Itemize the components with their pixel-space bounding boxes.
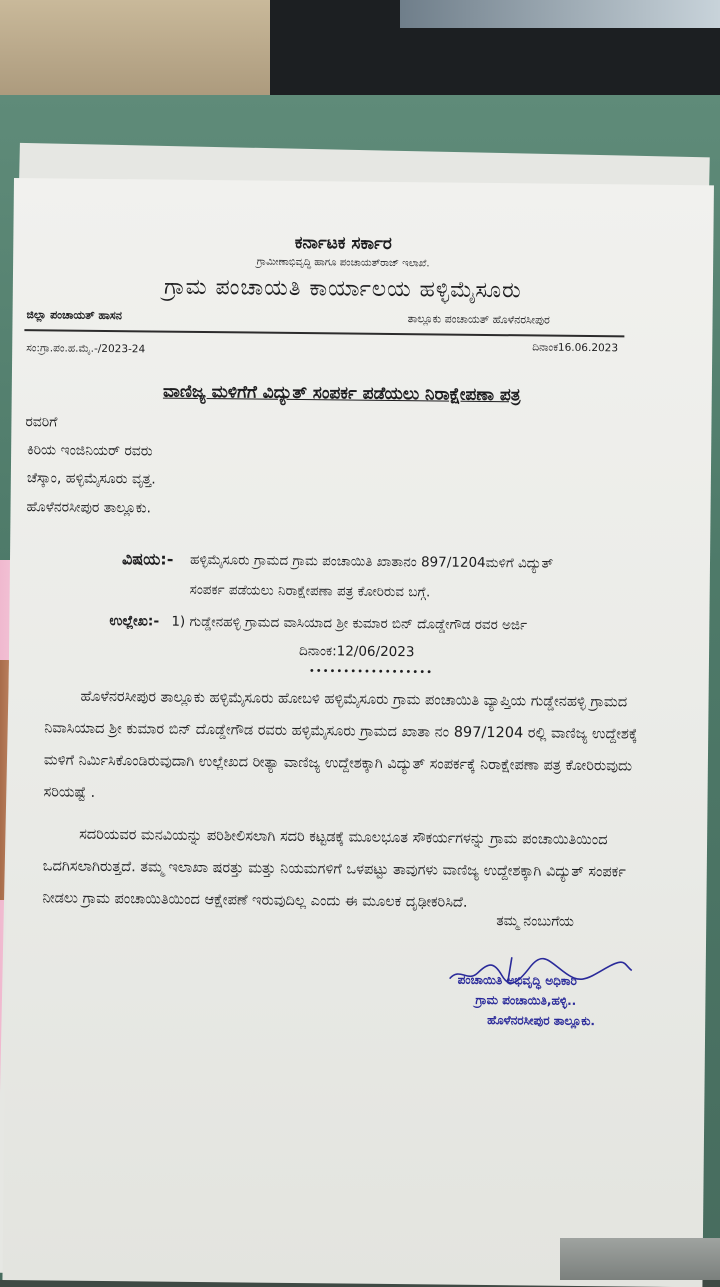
reference-number: ಸಂ:ಗ್ರಾ.ಪಂ.ಹ.ಮೈ.-/2023-24	[26, 342, 146, 356]
recipient-line-1: ಕಿರಿಯ ಇಂಜಿನಿಯರ್ ರವರು	[27, 442, 153, 460]
background-floor-object	[560, 1238, 720, 1280]
reference-text: 1) ಗುಡ್ಡೇನಹಳ್ಳಿ ಗ್ರಾಮದ ವಾಸಿಯಾದ ಶ್ರೀ ಕುಮಾರ ಬಿನ್ ದೊಡ್ಡೇಗೌಡ ರವರ ಅರ್ಜಿ	[171, 613, 528, 634]
office-heading: ಗ್ರಾಮ ಪಂಚಾಯತಿ ಕಾರ್ಯಾಲಯ ಹಳ್ಳಿಮೈಸೂರು	[163, 274, 522, 304]
recipient-line-2: ಚೆಸ್ಕಾಂ, ಹಳ್ಳಿಮೈಸೂರು ವೃತ್ತ.	[26, 470, 156, 488]
letter-title: ವಾಣಿಜ್ಯ ಮಳಿಗೆಗೆ ವಿದ್ಯುತ್ ಸಂಪರ್ಕ ಪಡೆಯಲು ನಿರಾಕ್ಷೇಪಣಾ ಪತ್ರ	[162, 381, 521, 406]
subject-label: ವಿಷಯ:-	[121, 549, 174, 569]
dept-heading: ಗ್ರಾಮೀಣಾಭಿವೃದ್ಧಿ ಹಾಗೂ ಪಂಚಾಯತ್‌ರಾಜ್ ಇಲಾಖೆ.	[256, 256, 430, 270]
taluk-panchayat-label: ತಾಲ್ಲೂಕು ಪಂಚಾಯತ್ ಹೊಳೆನರಸೀಪುರ	[407, 312, 550, 327]
closing-text: ತಮ್ಮ ನಂಬುಗೆಯ	[496, 913, 575, 930]
recipient-label: ರವರಿಗೆ	[25, 414, 58, 431]
reference-date: ದಿನಾಂಕ:12/06/2023	[298, 643, 415, 661]
recipient-line-3: ಹೊಳೆನರಸೀಪುರ ತಾಲ್ಲೂಕು.	[26, 499, 152, 517]
zilla-panchayat-label: ಜಿಲ್ಲಾ ಪಂಚಾಯತ್ ಹಾಸನ	[26, 308, 122, 323]
stamp-line-2: ಗ್ರಾಮ ಪಂಚಾಯಿತಿ,ಹಳ್ಳಿ..	[475, 992, 577, 1008]
header-rule	[24, 329, 624, 337]
letter-sheet	[2, 178, 714, 1287]
background-cardboard-box	[0, 0, 270, 110]
separator-dots: ••••••••••••••••••	[308, 666, 434, 679]
subject-line-1: ಹಳ್ಳಿಮೈಸೂರು ಗ್ರಾಮದ ಗ್ರಾಮ ಪಂಚಾಯಿತಿ ಖಾತಾನಂ 897/1204ಮಳಿಗೆ ವಿದ್ಯುತ್	[189, 551, 554, 572]
letter-date: ದಿನಾಂಕ16.06.2023	[532, 341, 619, 355]
stamp-line-1: ಪಂಚಾಯಿತಿ ಅಭಿವೃದ್ಧಿ ಅಧಿಕಾರಿ	[457, 972, 577, 988]
body-paragraph-1: ಹೊಳೆನರಸೀಪುರ ತಾಲ್ಲೂಕು ಹಳ್ಳಿಮೈಸೂರು ಹೋಬಳಿ ಹಳ್ಳಿಮೈಸೂರು ಗ್ರಾಮ ಪಂಚಾಯಿತಿ ವ್ಯಾಪ್ತಿಯ ಗುಡ್ಡೇನಹಳ್ಳಿ ಗ್ರಾಮದ ನಿವಾಸಿಯಾದ ಶ್ರೀ ಕುಮಾರ ಬಿನ್ ದೊಡ್ಡೇಗೌಡ ರವರು ಹಳ್ಳಿಮೈಸೂರು ಗ್ರಾಮದ ಖಾತಾ ನಂ 897/1204 ರಲ್ಲಿ ವಾಣಿಜ್ಯ ಉದ್ದೇಶಕ್ಕೆ ಮಳಿಗೆ ನಿರ್ಮಿಸಿಕೊಂಡಿರುವುದಾಗಿ ಉಲ್ಲೇಖದ ರೀತ್ಯಾ ವಾಣಿಜ್ಯ ಉದ್ದೇಶಕ್ಕಾಗಿ ವಿದ್ಯುತ್ ಸಂಪರ್ಕಕ್ಕೆ ನಿರಾಕ್ಷೇಪಣಾ ಪತ್ರ ಕೋರಿರುವುದು ಸರಿಯಷ್ಟೆ .	[43, 688, 638, 801]
govt-heading: ಕರ್ನಾಟಕ ಸರ್ಕಾರ	[294, 232, 392, 254]
background-monitor-screen	[400, 0, 720, 28]
reference-label: ಉಲ್ಲೇಖ:-	[109, 613, 160, 630]
stamp-line-3: ಹೊಳೆನರಸೀಪುರ ತಾಲ್ಲೂಕು.	[487, 1013, 596, 1029]
subject-line-2: ಸಂಪರ್ಕ ಪಡೆಯಲು ನಿರಾಕ್ಷೇಪಣಾ ಪತ್ರ ಕೋರಿರುವ ಬಗ್ಗೆ.	[189, 581, 431, 601]
body-paragraph-2: ಸದರಿಯವರ ಮನವಿಯನ್ನು ಪರಿಶೀಲಿಸಲಾಗಿ ಸದರಿ ಕಟ್ಟಡಕ್ಕೆ ಮೂಲಭೂತ ಸೌಕರ್ಯಗಳನ್ನು ಗ್ರಾಮ ಪಂಚಾಯಿತಿಯಿಂದ ಒದಗಿಸಲಾಗಿರುತ್ತದೆ. ತಮ್ಮ ಇಲಾಖಾ ಷರತ್ತು ಮತ್ತು ನಿಯಮಗಳಿಗೆ ಒಳಪಟ್ಟು ತಾವುಗಳು ವಾಣಿಜ್ಯ ಉದ್ದೇಶಕ್ಕಾಗಿ ವಿದ್ಯುತ್ ಸಂಪರ್ಕ ನೀಡಲು ಗ್ರಾಮ ಪಂಚಾಯಿತಿಯಿಂದ ಆಕ್ಷೇಪಣೆ ಇರುವುದಿಲ್ಲ ಎಂದು ಈ ಮೂಲಕ ದೃಢೀಕರಿಸಿದೆ.	[42, 826, 626, 911]
